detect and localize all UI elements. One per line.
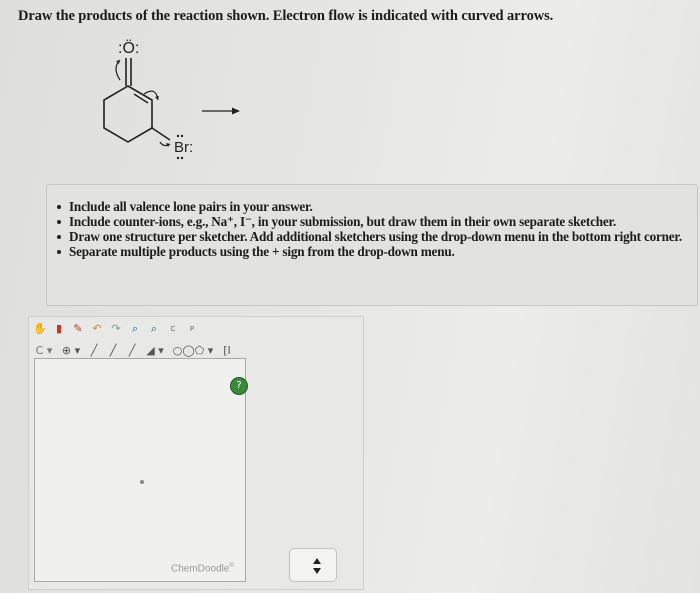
instruction-item: Draw one structure per sketcher. Add additional sketchers using the drop-down menu in the bottom right corner.	[69, 229, 700, 244]
updown-arrows-icon	[313, 558, 321, 574]
instruction-item: Include all valence lone pairs in your answer.	[69, 199, 700, 214]
cyclohexene-ring	[104, 86, 152, 142]
bromide-lone-pair-bottom-1	[177, 157, 179, 159]
wedge-bond-icon[interactable]: ◢ ▾	[146, 344, 164, 357]
instruction-item: Separate multiple products using the + sign from the drop-down menu.	[69, 244, 700, 259]
hand-icon[interactable]: ✋	[33, 322, 47, 335]
bromide-atom: Br:	[174, 139, 194, 156]
triple-bond-icon[interactable]: ╱	[128, 344, 136, 357]
sketcher-canvas[interactable]	[34, 358, 246, 582]
periodic-table-icon[interactable]: P	[189, 325, 195, 333]
zoom-in-icon[interactable]: ⌕	[131, 322, 139, 335]
bromide-lone-pair-bottom-2	[181, 157, 183, 159]
double-bond-icon[interactable]: ╱	[109, 344, 117, 357]
single-bond-icon[interactable]: ╱	[90, 344, 98, 357]
chemdoodle-watermark: ChemDoodle®	[171, 563, 234, 575]
clean-icon[interactable]: C	[170, 325, 176, 333]
text-tool-icon[interactable]: [I	[223, 344, 231, 357]
ring-icon[interactable]: ○◯⬠ ▾	[172, 344, 214, 357]
redo-icon[interactable]: ↷	[111, 322, 121, 335]
reaction-scheme	[90, 28, 270, 168]
pencil-icon[interactable]: ✎	[73, 322, 83, 335]
alkene-inner-bond	[134, 94, 148, 103]
question-text: Draw the products of the reaction shown. Electron flow is indicated with curved arrows.	[18, 8, 554, 24]
instructions-list	[47, 199, 700, 259]
sketcher-count-stepper[interactable]	[289, 548, 337, 582]
instruction-item: Include counter-ions, e.g., Na⁺, I⁻, in your submission, but draw them in their own separate sketcher.	[69, 214, 700, 229]
toolbar-row-1	[33, 319, 204, 339]
help-button[interactable]: ?	[230, 377, 248, 395]
reaction-arrow-head	[232, 108, 240, 115]
zoom-out-icon[interactable]: ⌕	[150, 322, 158, 335]
undo-icon[interactable]: ↶	[92, 322, 102, 335]
bromide-lone-pair-top-1	[177, 135, 179, 137]
oxygen-atom: :Ö:	[118, 40, 140, 57]
bromide-lone-pair-top-2	[181, 135, 183, 137]
bond-dropdown-icon[interactable]: C ▾	[35, 344, 53, 357]
c-br-bond	[152, 128, 170, 140]
eraser-icon[interactable]: ▮	[55, 322, 63, 335]
charge-dropdown-icon[interactable]: ⊕ ▾	[61, 344, 81, 357]
instructions-box	[46, 184, 698, 306]
canvas-dot	[140, 480, 144, 484]
